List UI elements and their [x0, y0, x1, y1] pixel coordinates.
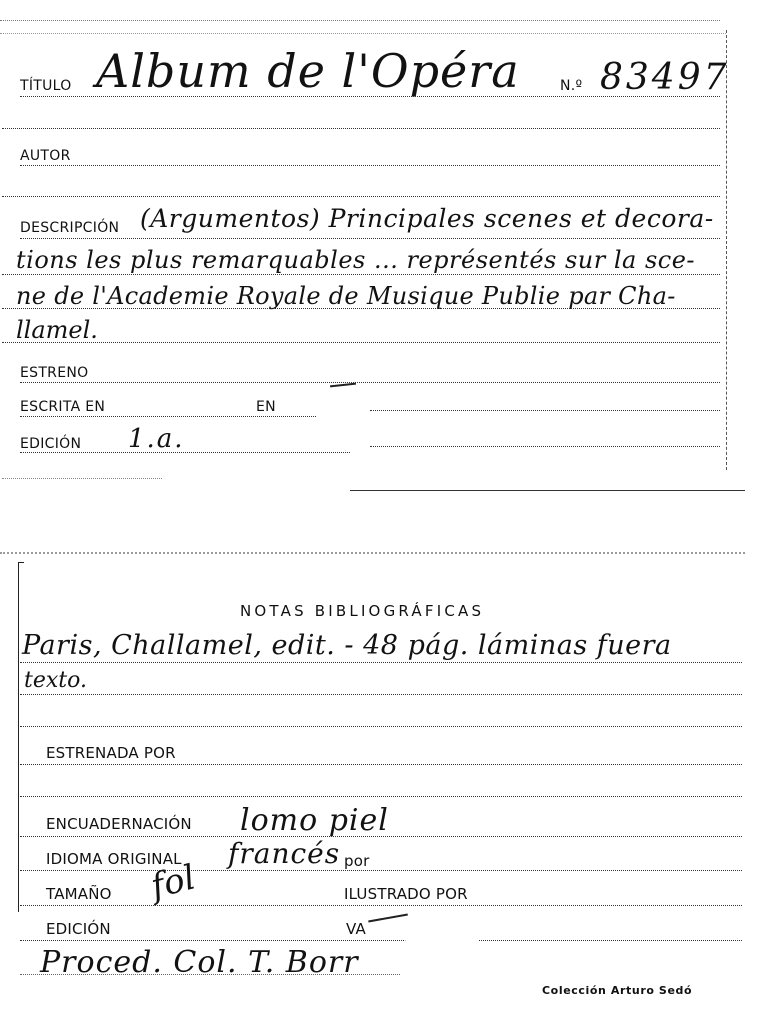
- card-1-bottom-dots: [2, 478, 162, 479]
- notas-line-1: Paris, Challamel, edit. - 48 pág. láminas fuera: [22, 630, 672, 661]
- descripcion-line-4: llamel.: [16, 316, 98, 344]
- edicion-value: 1.a.: [128, 424, 185, 454]
- edicion-line: [20, 452, 350, 453]
- estrenada-por-line: [20, 764, 742, 765]
- descripcion-rule-4: [2, 342, 720, 343]
- erased-blot: [402, 920, 482, 988]
- estrenada-por-label: ESTRENADA POR: [46, 744, 176, 762]
- numero-label: N.º: [560, 78, 583, 94]
- procedencia-value: Proced. Col. T. Borr: [40, 945, 359, 980]
- titulo-line-2: [2, 128, 720, 129]
- titulo-line: [20, 96, 720, 97]
- escrita-en-line: [20, 416, 316, 417]
- edicion-line-right: [370, 446, 720, 447]
- card-2: [0, 500, 759, 1028]
- descripcion-line-2: tions les plus remarquables ... représentés sur la sce-: [16, 246, 696, 274]
- titulo-value: Album de l'Opéra: [96, 44, 520, 98]
- encuadernacion-value: lomo piel: [240, 803, 389, 838]
- edicion-2-label: EDICIÓN: [46, 920, 111, 938]
- autor-label: AUTOR: [20, 148, 71, 164]
- idioma-value: francés: [228, 837, 341, 870]
- encuadernacion-line: [20, 836, 742, 837]
- procedencia-line: [20, 974, 400, 975]
- tamano-value: fol: [147, 857, 200, 907]
- estreno-line: [20, 382, 720, 383]
- card-edge-top: [0, 20, 720, 21]
- scan-noise: [0, 552, 745, 554]
- encuadernacion-label: ENCUADERNACIÓN: [46, 815, 192, 833]
- footer-credit: Colección Arturo Sedó: [542, 984, 693, 997]
- card-2-left-border: [18, 562, 19, 912]
- descripcion-rule-1: [20, 238, 720, 239]
- autor-line: [20, 165, 720, 166]
- card-1-bottom-edge: [350, 490, 745, 491]
- numero-value: 83497: [600, 57, 730, 98]
- pen-stroke: [368, 914, 408, 923]
- escrita-en-line-right: [370, 410, 720, 411]
- edicion-label: EDICIÓN: [20, 436, 82, 452]
- idioma-label: IDIOMA ORIGINAL: [46, 850, 182, 868]
- card-1: [0, 0, 759, 500]
- estrenada-por-line-2: [20, 796, 742, 797]
- tamano-label: TAMAÑO: [46, 885, 112, 903]
- estreno-label: ESTRENO: [20, 365, 89, 381]
- idioma-line: [20, 870, 742, 871]
- ilustrado-por-label: ILUSTRADO POR: [344, 885, 468, 903]
- autor-line-2: [2, 196, 720, 197]
- titulo-label: TÍTULO: [20, 78, 72, 94]
- descripcion-line-3: ne de l'Academie Royale de Musique Publie par Cha-: [16, 282, 676, 310]
- descripcion-label: DESCRIPCIÓN: [20, 220, 120, 236]
- descripcion-rule-3: [2, 308, 720, 309]
- notas-line-2: texto.: [24, 668, 87, 693]
- pen-mark: [330, 383, 356, 388]
- por-label: por: [344, 852, 370, 870]
- edicion-2-line: [20, 940, 742, 941]
- notas-heading: NOTAS BIBLIOGRÁFICAS: [240, 602, 485, 620]
- escrita-en-label: ESCRITA EN: [20, 399, 106, 415]
- card-2-top-border: [18, 562, 24, 563]
- en-label: EN: [256, 399, 276, 415]
- descripcion-line-1: (Argumentos) Principales scenes et decora-: [140, 204, 714, 233]
- valor-label: VA: [346, 920, 366, 938]
- card-edge-mark: [0, 33, 726, 34]
- notas-rule-2: [20, 694, 742, 695]
- tamano-line: [20, 905, 742, 906]
- notas-rule-3: [20, 726, 742, 727]
- notas-rule-1: [20, 662, 742, 663]
- descripcion-rule-2: [2, 274, 720, 275]
